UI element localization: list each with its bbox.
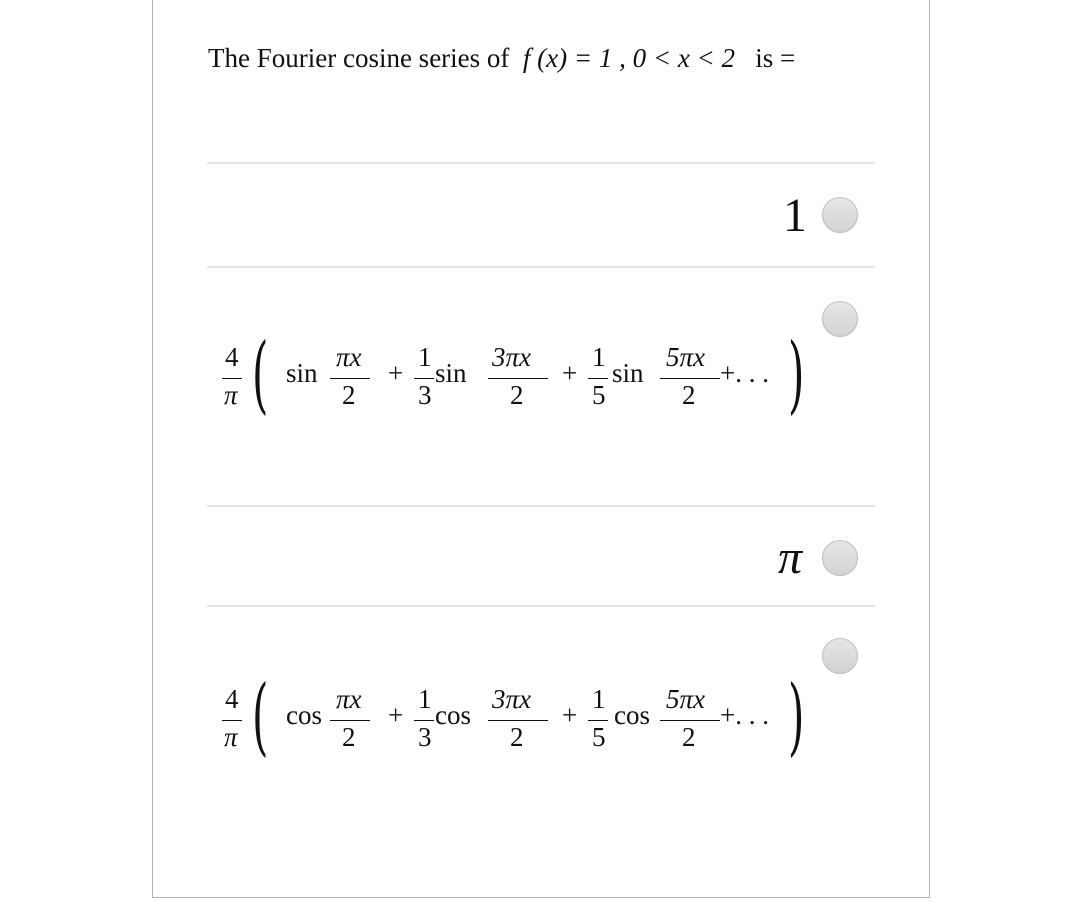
question-function: f (x) = 1 , 0 < x < 2 [522,43,736,73]
fraction-bar [414,720,434,721]
option-c-radio[interactable] [822,540,858,576]
term1-denominator: 2 [342,722,356,752]
c2-denominator: 3 [418,380,432,410]
fraction-bar [588,720,608,721]
divider [207,162,875,164]
c2-numerator: 1 [418,342,432,372]
term3-function: cos [614,700,650,730]
option-c-label: π [778,531,803,584]
fraction-bar [488,378,548,379]
c2-denominator: 3 [418,722,432,752]
term1-numerator: πx [336,684,362,714]
term2-numerator: 3πx [492,342,532,372]
c3-denominator: 5 [592,380,606,410]
term3-numerator: 5πx [666,342,706,372]
term2-function: cos [435,700,471,730]
plus-sign: + [562,700,578,730]
option-a-label: 1 [783,189,807,242]
question-prefix: The Fourier cosine series of [208,43,510,73]
fraction-bar [330,378,370,379]
term3-denominator: 2 [682,380,696,410]
plus-sign: + [562,358,578,388]
coef-denominator: π [224,722,238,752]
term2-denominator: 2 [510,722,524,752]
fraction-bar [222,720,242,721]
plus-sign: + [388,700,404,730]
paren-open: ( [252,325,269,423]
term3-denominator: 2 [682,722,696,752]
paren-close: ) [788,667,805,765]
c3-denominator: 5 [592,722,606,752]
question-text [208,40,795,76]
term2-numerator: 3πx [492,684,532,714]
term2-function: sin [435,358,467,388]
term1-function: cos [286,700,322,730]
paren-close: ) [788,325,805,423]
coef-numerator: 4 [225,342,239,372]
c2-numerator: 1 [418,684,432,714]
series-ellipsis: +. . . [720,358,769,388]
fraction-bar [588,378,608,379]
question-suffix: is = [755,43,796,73]
c3-numerator: 1 [592,342,606,372]
fraction-bar [660,720,720,721]
fraction-bar [660,378,720,379]
option-a-radio[interactable] [822,197,858,233]
coef-numerator: 4 [225,684,239,714]
term2-denominator: 2 [510,380,524,410]
term1-denominator: 2 [342,380,356,410]
paren-open: ( [252,667,269,765]
option-d-radio[interactable] [822,638,858,674]
divider [207,605,875,607]
term1-numerator: πx [336,342,362,372]
c3-numerator: 1 [592,684,606,714]
series-ellipsis: +. . . [720,700,769,730]
fraction-bar [222,378,242,379]
fraction-bar [330,720,370,721]
plus-sign: + [388,358,404,388]
term3-function: sin [612,358,644,388]
term1-function: sin [286,358,318,388]
divider [207,266,875,268]
question-card [152,0,930,898]
option-b-radio[interactable] [822,301,858,337]
fraction-bar [414,378,434,379]
fraction-bar [488,720,548,721]
divider [207,505,875,507]
term3-numerator: 5πx [666,684,706,714]
coef-denominator: π [224,380,238,410]
